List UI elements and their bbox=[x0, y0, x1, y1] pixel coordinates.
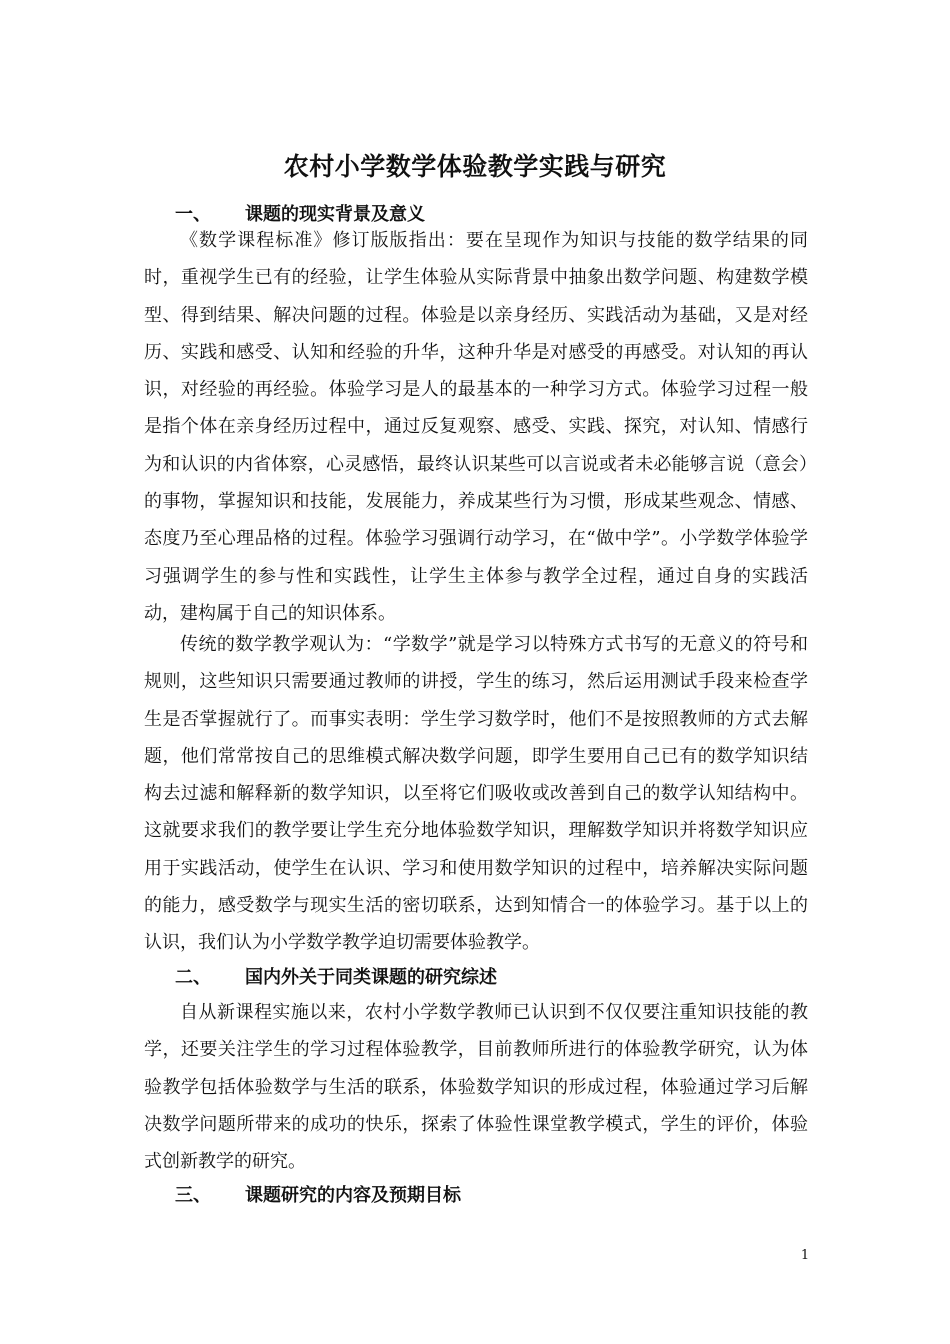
section-number-1: 一、 bbox=[175, 204, 211, 225]
section-title-1: 课题的现实背景及意义 bbox=[245, 204, 425, 225]
paragraph-1: 《数学课程标准》修订版版指出：要在呈现作为知识与技能的数学结果的同时，重视学生已有的经验，让学生体验从实际背景中抽象出数学问题、构建数学模型、得到结果、解决问题的过程。体验是以亲身经历、实践活动为基础，又是对经历、实践和感受、认知和经验的升华，这种升华是对感受的再感受。对认知的再认识，对经验的再经验。体验学习是人的最基本的一种学习方式。体验学习过程一般是指个体在亲身经历过程中，通过反复观察、感受、实践、探究，对认知、情感行为和认识的内省体察，心灵感悟，最终认识某些可以言说或者未必能够言说（意会）的事物，掌握知识和技能，发展能力，养成某些行为习惯，形成某些观念、情感、态度乃至心理品格的过程。体验学习强调行动学习，在“做中学”。小学数学体验学习强调学生的参与性和实践性，让学生主体参与教学全过程，通过自身的实践活动，建构属于自己的知识体系。 bbox=[144, 230, 808, 624]
section-number-3: 三、 bbox=[175, 1185, 211, 1206]
section-heading-3 bbox=[175, 1181, 461, 1211]
paragraph-3: 自从新课程实施以来，农村小学数学教师已认识到不仅仅要注重知识技能的教学，还要关注学生的学习过程体验教学，目前教师所进行的体验教学研究，认为体验教学包括体验数学与生活的联系，体验数学知识的形成过程，体验通过学习后解决数学问题所带来的成功的快乐，探索了体验性课堂教学模式，学生的评价，体验式创新教学的研究。 bbox=[144, 1002, 808, 1173]
paragraph-2: 传统的数学教学观认为：“学数学”就是学习以特殊方式书写的无意义的符号和规则，这些知识只需要通过教师的讲授，学生的练习，然后运用测试手段来检查学生是否掌握就行了。而事实表明：学生学习数学时，他们不是按照教师的方式去解题，他们常常按自己的思维模式解决数学问题，即学生要用自己已有的数学知识结构去过滤和解释新的数学知识，以至将它们吸收或改善到自己的数学认知结构中。这就要求我们的教学要让学生充分地体验数学知识，理解数学知识并将数学知识应用于实践活动，使学生在认识、学习和使用数学知识的过程中，培养解决实际问题的能力，感受数学与现实生活的密切联系，达到知情合一的体验学习。基于以上的认识，我们认为小学数学教学迫切需要体验教学。 bbox=[144, 634, 808, 954]
document-title: 农村小学数学体验教学实践与研究 bbox=[283, 151, 667, 181]
page-number: 1 bbox=[800, 1248, 810, 1263]
section-number-2: 二、 bbox=[175, 967, 211, 988]
section-title-3: 课题研究的内容及预期目标 bbox=[245, 1185, 461, 1206]
section-heading-2 bbox=[175, 963, 497, 993]
section-title-2: 国内外关于同类课题的研究综述 bbox=[245, 967, 497, 988]
